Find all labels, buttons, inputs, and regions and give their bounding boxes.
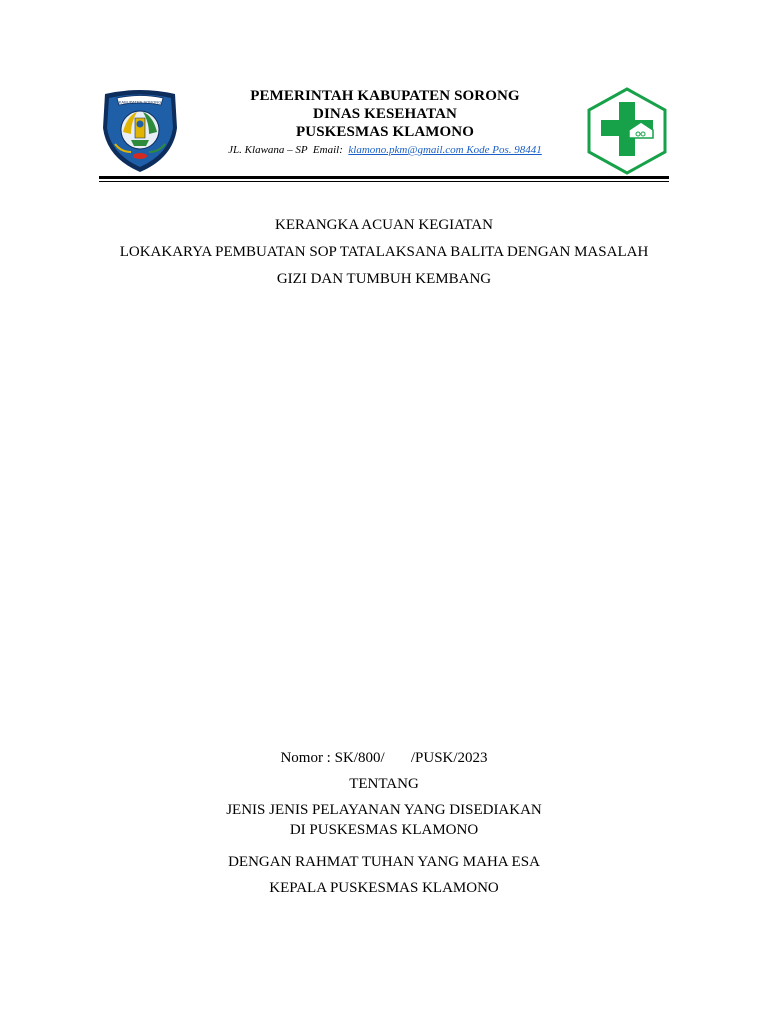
decree-section [60, 748, 708, 898]
decree-rahmat: DENGAN RAHMAT TUHAN YANG MAHA ESA [228, 854, 540, 870]
letterhead [200, 87, 570, 157]
crest-banner-text: KABUPATEN SORONG [118, 99, 162, 105]
document-title [60, 212, 708, 293]
address-line [200, 143, 570, 157]
address-text: JL. Klawana – SP Email: [228, 144, 349, 156]
header-rule-thick [99, 176, 669, 179]
decree-subject-line-1: JENIS JENIS PELAYANAN YANG DISEDIAKAN [226, 802, 542, 818]
title-line-2: LOKAKARYA PEMBUATAN SOP TATALAKSANA BALITA DENGAN MASALAH [119, 244, 649, 260]
decree-number: Nomor : SK/800/ /PUSK/2023 [280, 750, 488, 766]
title-line-3: GIZI DAN TUMBUH KEMBANG [276, 271, 492, 287]
kabupaten-sorong-crest-icon [101, 88, 179, 174]
department-title: DINAS KESEHATAN [313, 106, 457, 122]
puskesmas-title: PUSKESMAS KLAMONO [296, 124, 474, 140]
puskesmas-logo-icon [585, 86, 669, 176]
header-rule-thin [99, 181, 669, 182]
decree-tentang: TENTANG [349, 776, 419, 792]
decree-kepala: KEPALA PUSKESMAS KLAMONO [269, 880, 499, 896]
decree-subject-line-2: DI PUSKESMAS KLAMONO [289, 822, 479, 838]
government-title: PEMERINTAH KABUPATEN SORONG [250, 88, 520, 104]
email-link[interactable]: klamono.pkm@gmail.com Kode Pos. 98441 [348, 144, 542, 156]
title-line-1: KERANGKA ACUAN KEGIATAN [275, 217, 493, 233]
